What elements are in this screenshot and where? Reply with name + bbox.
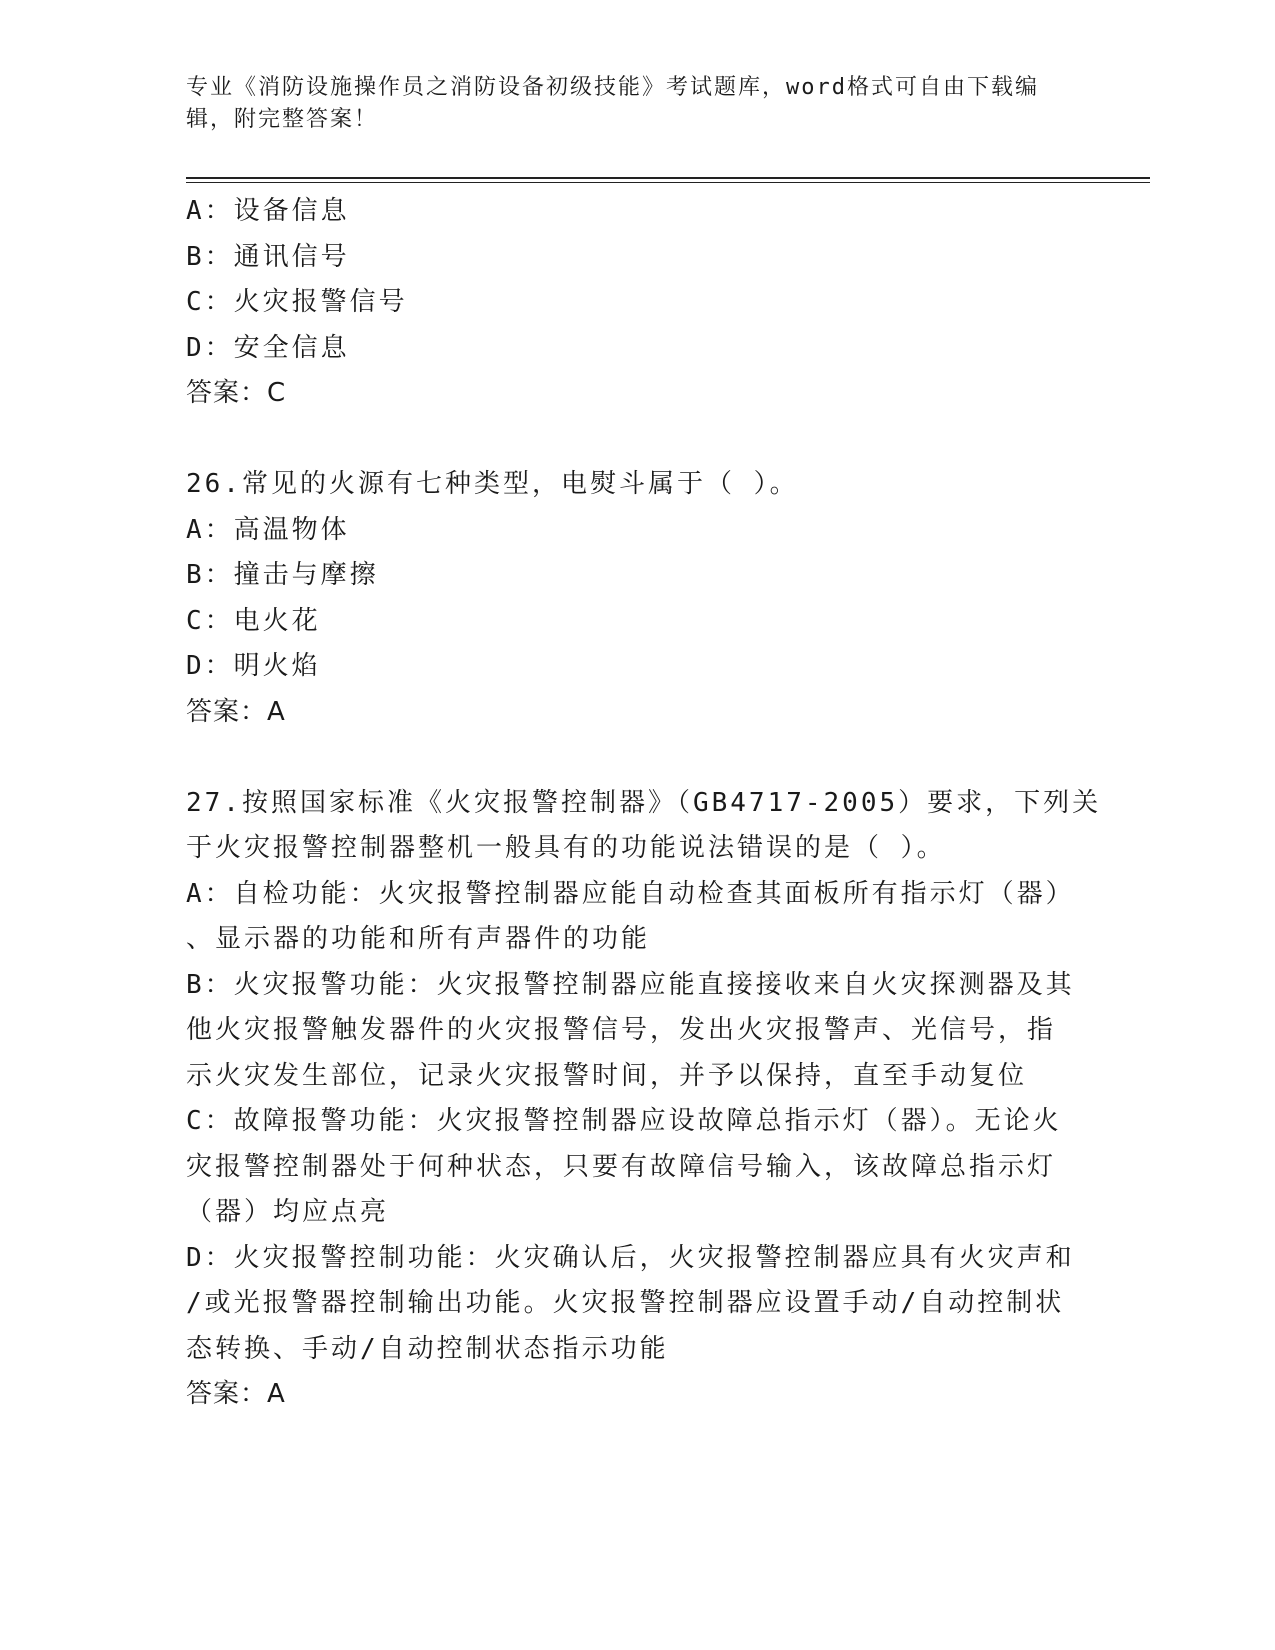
q27-stem-line-2: 于火灾报警控制器整机一般具有的功能说法错误的是（ ）。	[186, 833, 946, 863]
header-line-1: 专业《消防设施操作员之消防设备初级技能》考试题库，word格式可自由下载编	[186, 75, 1039, 100]
q26-option-d: D：明火焰	[186, 651, 321, 681]
spacer	[186, 417, 1076, 463]
header-divider-thin	[186, 182, 1150, 183]
q27-stem-line-1: 27.按照国家标准《火灾报警控制器》（GB4717-2005）要求，下列关	[186, 787, 1102, 818]
header-divider-thick	[186, 177, 1150, 179]
q27-option-b-line-2: 他火灾报警触发器件的火灾报警信号，发出火灾报警声、光信号，指	[186, 1015, 1057, 1045]
q25-answer: 答案：C	[186, 378, 287, 408]
q26-option-a: A：高温物体	[186, 514, 350, 545]
q27-option-b-line-3: 示火灾发生部位，记录火灾报警时间，并予以保持，直至手动复位	[186, 1060, 1028, 1091]
q27-option-b-line-1: B：火灾报警功能：火灾报警控制器应能直接接收来自火灾探测器及其	[186, 969, 1075, 1000]
q26-stem: 26.常见的火源有七种类型，电熨斗属于（ ）。	[186, 469, 799, 499]
question-27	[186, 781, 1102, 1418]
question-25	[186, 189, 1076, 417]
q27-option-c-line-1: C：故障报警功能：火灾报警控制器应设故障总指示灯（器）。无论火	[186, 1106, 1062, 1136]
q25-option-c: C：火灾报警信号	[186, 287, 408, 317]
document-header	[186, 72, 1066, 136]
q25-option-d: D：安全信息	[186, 332, 350, 363]
q27-option-c-line-3: （器）均应点亮	[186, 1197, 390, 1227]
q26-answer: 答案：A	[186, 696, 286, 727]
q27-option-c-line-2: 灾报警控制器处于何种状态，只要有故障信号输入，该故障总指示灯	[186, 1151, 1057, 1182]
q27-answer: 答案：A	[186, 1379, 286, 1409]
q26-option-b: B：撞击与摩擦	[186, 560, 379, 590]
q25-option-a: A：设备信息	[186, 196, 350, 226]
q26-option-c: C：电火花	[186, 605, 321, 636]
header-line-2: 辑，附完整答案！	[186, 107, 379, 132]
q27-option-a-line-1: A：自检功能：火灾报警控制器应能自动检查其面板所有指示灯（器）	[186, 878, 1075, 909]
q25-option-b: B：通讯信号	[186, 241, 350, 272]
q27-option-d-line-3: 态转换、手动/自动控制状态指示功能	[186, 1333, 669, 1364]
q27-option-a-line-2: 、显示器的功能和所有声器件的功能	[186, 924, 651, 954]
spacer	[186, 735, 1076, 781]
q27-option-d-line-2: /或光报警器控制输出功能。火灾报警控制器应设置手动/自动控制状	[186, 1288, 1065, 1318]
question-26	[186, 462, 1076, 735]
question-content	[186, 189, 1102, 1418]
q27-option-d-line-1: D：火灾报警控制功能：火灾确认后，火灾报警控制器应具有火灾声和	[186, 1242, 1075, 1273]
